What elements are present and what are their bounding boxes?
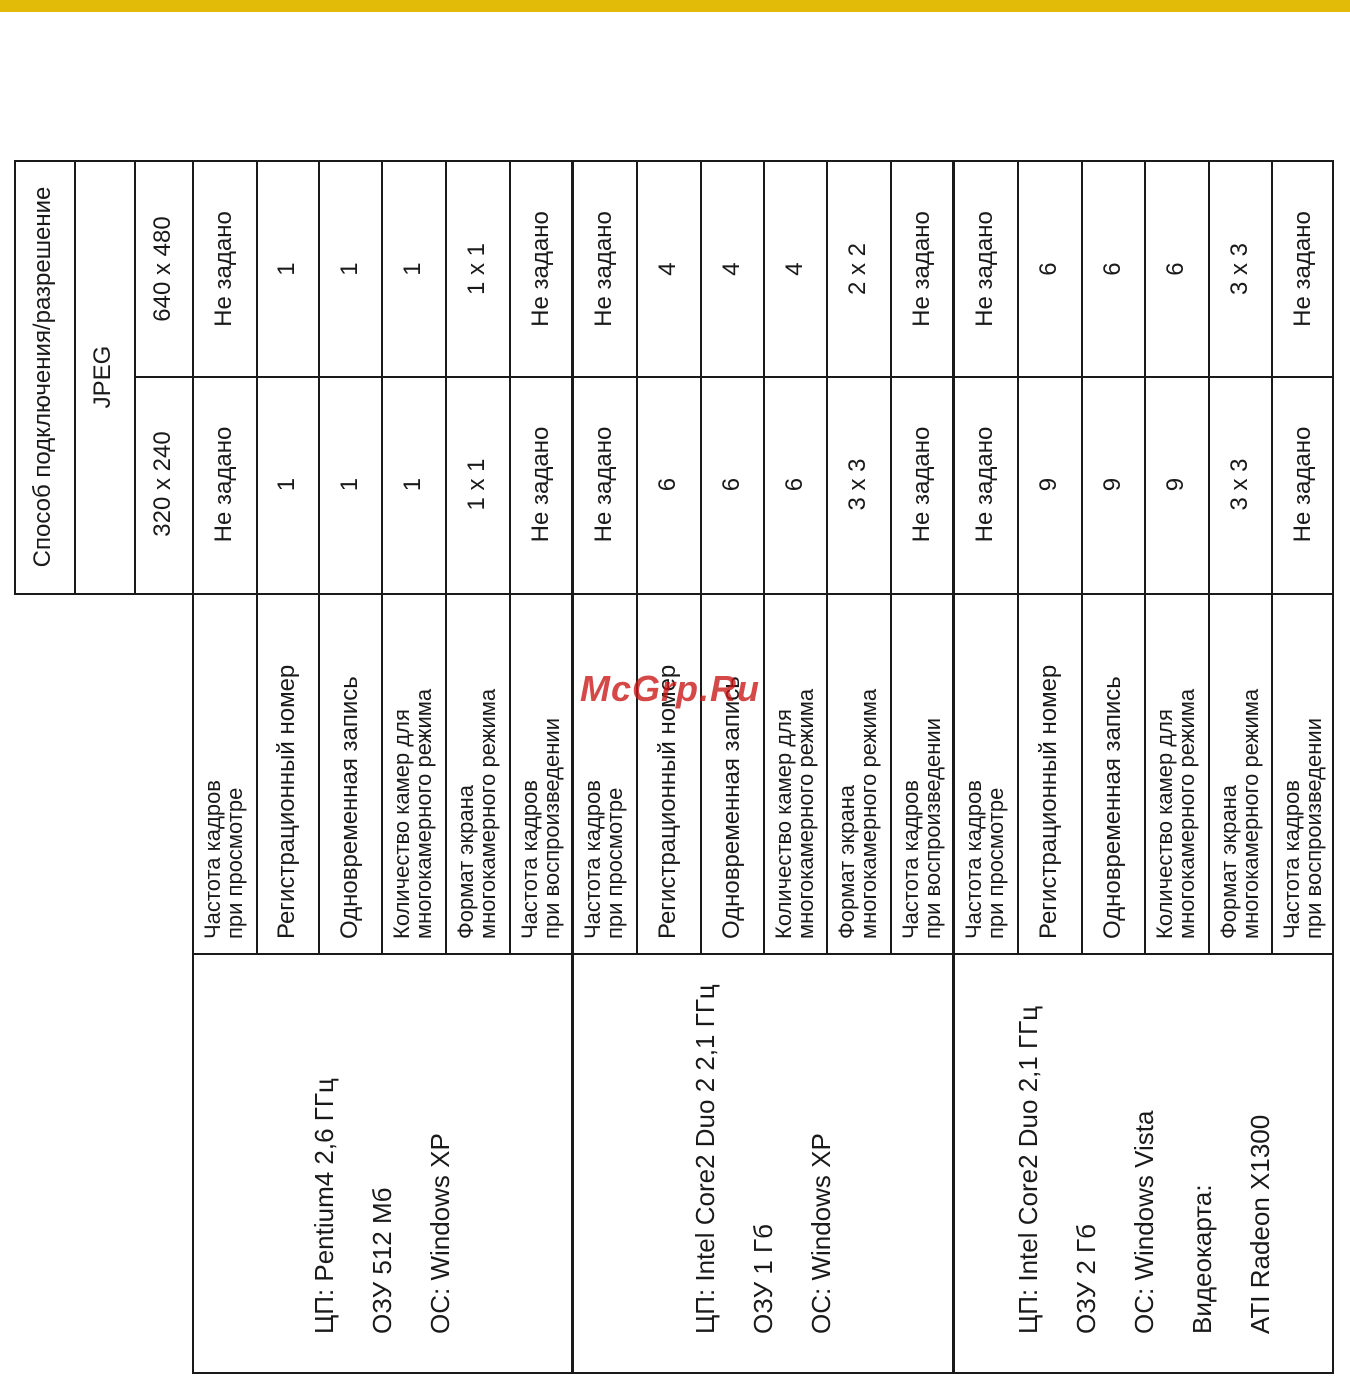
value-320: 1 (399, 477, 426, 492)
resolution-640-header: 640 x 480 (149, 216, 176, 322)
value-640: 4 (780, 262, 808, 276)
value-640: 4 (654, 262, 681, 276)
row-label-line: при просмотре (983, 787, 1008, 939)
value-640: Не задано (971, 211, 998, 327)
row-label-line: Частота кадров (200, 780, 225, 939)
value-320: 3 x 3 (1225, 458, 1253, 511)
value-640: 1 (335, 262, 363, 276)
value-640: 3 x 3 (1225, 242, 1253, 296)
row-label (192, 595, 256, 951)
table-border-bottom (192, 1372, 1334, 1374)
row-label-line: Формат экрана (834, 785, 859, 939)
connection-header: Способ подключения/разрешение (29, 186, 56, 568)
config-line: ОС: Windows XP (805, 1133, 836, 1334)
config-line: ОЗУ 512 Мб (367, 1187, 397, 1334)
table-border-top (14, 160, 1334, 162)
row-label (1208, 595, 1271, 951)
value-320: 6 (717, 477, 745, 492)
format-header: JPEG (89, 345, 116, 409)
value-640: 6 (1035, 262, 1062, 276)
row-label-line: Частота кадров (580, 780, 605, 939)
row-label (890, 595, 953, 951)
row-label-line: при просмотре (602, 787, 627, 939)
row-label (509, 595, 572, 951)
row-label-line: Одновременная запись (335, 676, 363, 939)
value-320: 9 (1162, 477, 1189, 492)
row-label-line: Количество камер для (389, 709, 414, 939)
row-label-line: Одновременная запись (717, 676, 745, 939)
row-label (1144, 595, 1208, 951)
watermark-logo: McGrp.Ru (580, 668, 761, 709)
row-label-line: Частота кадров (516, 780, 542, 939)
config-line: ОЗУ 2 Гб (1070, 1223, 1101, 1334)
row-label (572, 595, 636, 951)
row-label (700, 595, 763, 951)
value-320: 3 x 3 (844, 458, 871, 511)
row-label (256, 595, 318, 951)
value-640: 2 x 2 (844, 242, 871, 296)
config-line: ЦП: Intel Core2 Duo 2,1 ГГц (1012, 1005, 1043, 1334)
config-line: ЦП: Pentium4 2,6 ГГц (309, 1078, 339, 1334)
row-label-line: при воспроизведении (1300, 718, 1326, 939)
value-320: 9 (1098, 477, 1126, 492)
row-label-line: Регистрационный номер (1035, 664, 1062, 939)
value-640: Не задано (907, 211, 935, 327)
config-line: ОЗУ 1 Гб (747, 1223, 778, 1334)
row-label-line: Количество камер для (770, 709, 796, 939)
row-label-line: многокамерного режима (856, 688, 881, 939)
row-label (445, 595, 509, 951)
config-line: ЦП: Intel Core2 Duo 2 2,1 ГГц (689, 984, 720, 1334)
row-label-line: Частота кадров (1278, 780, 1304, 939)
row-label-line: многокамерного режима (792, 688, 818, 939)
value-640: Не задано (210, 211, 237, 327)
labels-config-divider (192, 953, 1334, 955)
row-label (1081, 595, 1144, 951)
value-320: Не задано (907, 426, 935, 543)
row-label (953, 595, 1017, 951)
value-640: Не задано (526, 211, 554, 327)
value-320: 1 (335, 477, 363, 492)
value-320: 1 x 1 (463, 458, 490, 511)
config-line: ОС: Windows XP (425, 1133, 455, 1334)
table-border-left-header (14, 160, 16, 593)
value-320: Не задано (971, 426, 998, 543)
value-640: 1 (273, 262, 300, 276)
value-640: 6 (1162, 262, 1189, 276)
row-label-line: Частота кадров (961, 780, 986, 939)
row-label-line: Одновременная запись (1098, 676, 1126, 939)
row-label (1017, 595, 1081, 951)
row-label-line: Формат экрана (1215, 785, 1241, 939)
value-320: 6 (654, 477, 681, 492)
config-block-1 (192, 957, 572, 1370)
resolution-320-header: 320 x 240 (149, 431, 176, 537)
value-320: Не задано (526, 426, 554, 543)
value-320: 1 (273, 477, 300, 492)
row-label (763, 595, 826, 951)
row-label-line: при просмотре (222, 787, 247, 939)
row-label-line: Частота кадров (897, 780, 923, 939)
row-label-line: при воспроизведении (919, 718, 945, 939)
row-label-line: Регистрационный номер (273, 664, 300, 939)
row-label-line: многокамерного режима (1237, 688, 1263, 939)
config-block-3 (953, 957, 1334, 1370)
row-label-line: Формат экрана (453, 785, 478, 939)
row-label (1271, 595, 1334, 951)
header-divider-1 (74, 160, 76, 593)
value-320: 6 (780, 477, 808, 492)
row-label-line: Регистрационный номер (654, 664, 681, 939)
row-label-line: многокамерного режима (1174, 688, 1199, 939)
row-label-line: Количество камер для (1152, 709, 1177, 939)
row-label-line: многокамерного режима (475, 688, 500, 939)
row-label (318, 595, 381, 951)
value-320: 9 (1035, 477, 1062, 492)
value-640: 1 (399, 262, 426, 276)
value-640: Не задано (590, 211, 617, 327)
value-320: Не задано (590, 426, 617, 543)
value-640: Не задано (1288, 211, 1316, 327)
config-line: ATI Radeon X1300 (1244, 1114, 1275, 1334)
row-label (381, 595, 445, 951)
config-line: Видеокарта: (1186, 1184, 1217, 1334)
header-bottom-divider (14, 593, 192, 595)
row-label-line: при воспроизведении (538, 718, 564, 939)
value-640: 4 (717, 262, 745, 276)
config-line: ОС: Windows Vista (1128, 1110, 1159, 1334)
value-640: 6 (1098, 262, 1126, 276)
row-label (826, 595, 890, 951)
row-label-line: многокамерного режима (411, 688, 436, 939)
value-320: Не задано (1288, 426, 1316, 543)
config-block-2 (572, 957, 953, 1370)
row-label (636, 595, 700, 951)
value-320: Не задано (210, 426, 237, 543)
value-640: 1 x 1 (463, 242, 490, 296)
